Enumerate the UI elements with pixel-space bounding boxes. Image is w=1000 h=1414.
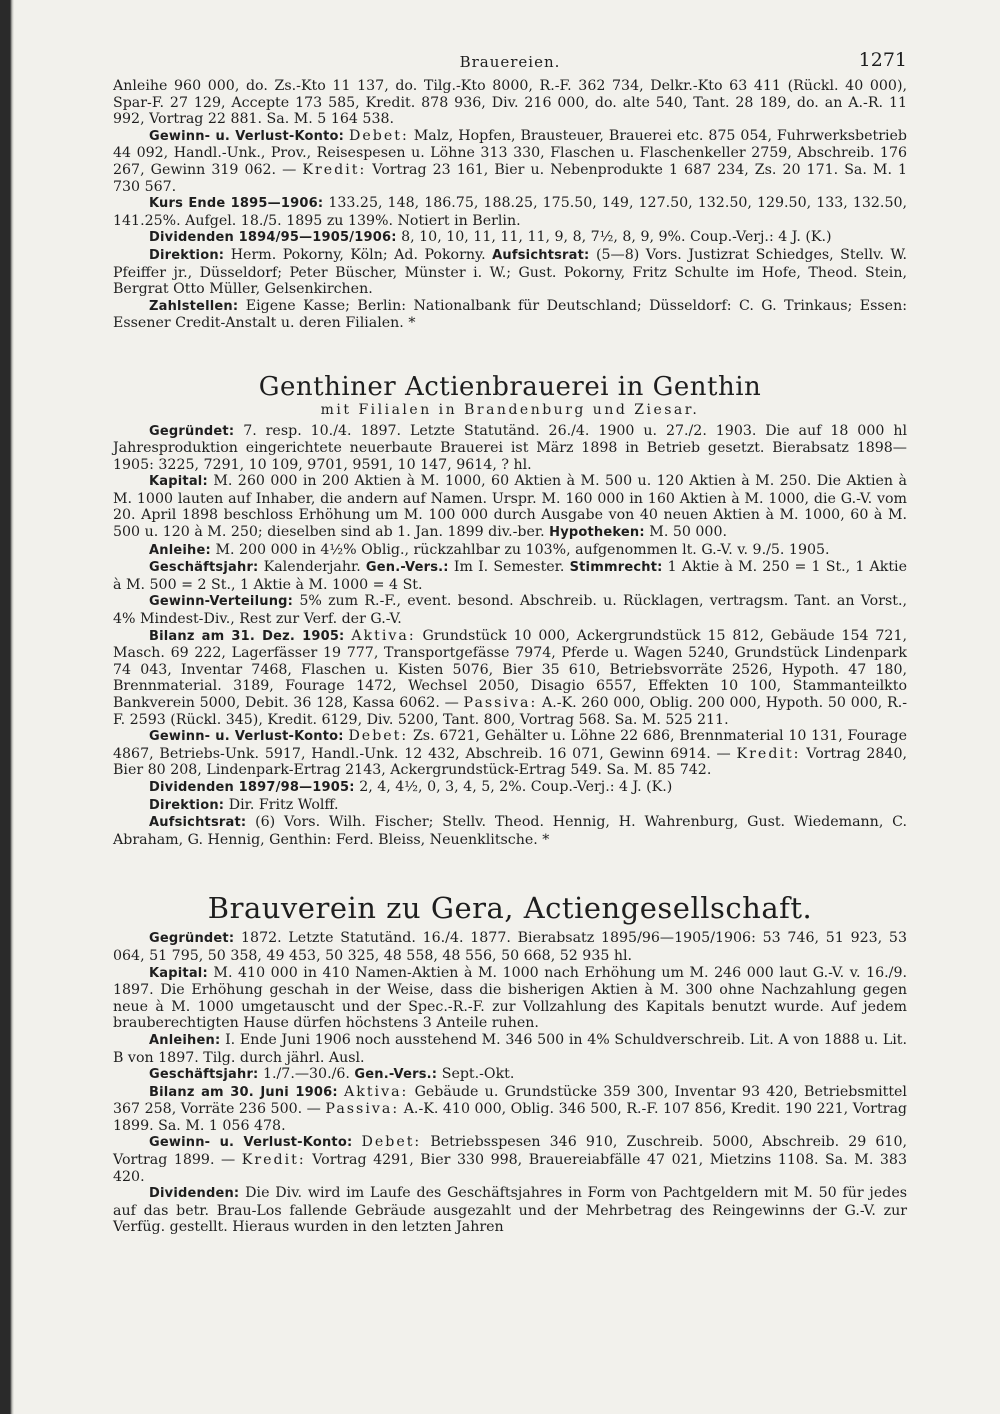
scan-edge (0, 0, 14, 1414)
gera-geschaeftsjahr: Geschäftsjahr: 1./7.—30./6. Gen.-Vers.: Sept.-Okt. (149, 1066, 515, 1083)
genthin-anleihe: Anleihe: M. 200 000 in 4½% Oblig., rückzahlbar zu 103%, aufgenommen lt. G.-V. v. 9./5. 1905. (149, 541, 830, 558)
gera-anleihen: Anleihen: I. Ende Juni 1906 noch ausstehend M. 346 500 in 4% Schuldverschreib. Lit. A von 1888 u. Lit. B von 1897. Tilg. durch jährl. Ausl. (113, 1031, 907, 1066)
genthin-direktion: Direktion: Dir. Fritz Wolff. (149, 796, 339, 813)
prev-direktion: Direktion: Herm. Pokorny, Köln; Ad. Pokorny. Aufsichtsrat: (5—8) Vors. Justizrat Schiedges, Stellv. W. Pfeiffer jr., Düsseldorf; Peter Büscher, Münster i. W.; Gust. Pokorny, Fritz Schulte im Hofe, Theod. Stein, Bergrat Otto Müller, Gelsenkirchen. (113, 246, 907, 298)
genthin-bilanz: Bilanz am 31. Dez. 1905: Aktiva: Grundstück 10 000, Ackergrundstück 15 812, Gebäude 154 721, Masch. 69 222, Lagerfässer 19 777, Transportgefässe 7974, Pferde u. Wagen 5240, Grundstück Lindenpark 74 043, Inventar 7468, Flaschen u. Kisten 5076, Bier 35 610, Betriebsvorräte 2526, Hypoth. 47 180, Brennmaterial. 3189, Fourage 1472, Wechsel 2050, Disagio 6557, Effekten 10 100, Stammanteilkto Bankverein 5000, Debit. 36 128, Kassa 6062. — Passiva: A.-K. 260 000, Oblig. 200 000, Hypoth. 50 000, R.-F. 2593 (Rückl. 345), Kredit. 6129, Div. 5200, Tant. 800, Vortrag 568. Sa. M. 525 211. (113, 627, 908, 728)
prev-bilanz-continuation: Anleihe 960 000, do. Zs.-Kto 11 137, do. Tilg.-Kto 8000, R.-F. 362 734, Delkr.-Kto 63 411 (Rückl. 40 000), Spar-F. 27 129, Accepte 173 585, Kredit. 878 936, Div. 216 000, do. alte 540, Tant. 28 189, do. an A.-R. 11 992, Vortrag 22 881. Sa. M. 5 164 538. (113, 78, 907, 128)
prev-gewinn-verlust: Gewinn- u. Verlust-Konto: Debet: Malz, Hopfen, Brausteuer, Brauerei etc. 875 054, Fuhrwerksbetrieb 44 092, Handl.-Unk., Prov., Reisespesen u. Löhne 313 330, Flaschen u. Flaschenkeller 2759, Abschreib. 176 267, Gewinn 319 062. — Kredit: Vortrag 23 161, Bier u. Nebenprodukte 1 687 234, Zs. 20 171. Sa. M. 1 730 567. (113, 127, 908, 195)
gera-kapital: Kapital: M. 410 000 in 410 Namen-Aktien à M. 1000 nach Erhöhung um M. 246 000 laut G.-V. v. 16./9. 1897. Die Erhöhung geschah in der Weise, dass die bisherigen Aktien à M. 300 ohne Nachzahlung gegen neue à M. 1000 umgetauscht und der Spec.-R.-F. zur Vollzahlung des Kapitals benutzt wurde. Auf jedem brauberechtigten Hause dürfen höchstens 3 Anteile ruhen. (113, 964, 907, 1032)
genthin-gegruendet: Gegründet: 7. resp. 10./4. 1897. Letzte Statutänd. 26./4. 1900 u. 27./2. 1903. Die auf 18 000 hl Jahresproduktion eingerichtete neuerbaute Brauerei ist März 1898 in Betrieb gesetzt. Bierabsatz 1898—1905: 3225, 7291, 10 109, 9701, 9591, 10 147, 9614, ? hl. (113, 422, 907, 473)
gera-bilanz: Bilanz am 30. Juni 1906: Aktiva: Gebäude u. Grundstücke 359 300, Inventar 93 420, Betriebsmittel 367 258, Vorräte 236 500. — Passiva: A.-K. 410 000, Oblig. 346 500, R.-F. 107 856, Kredit. 190 221, Vortrag 1899. Sa. M. 1 056 478. (113, 1083, 907, 1134)
gera-dividenden: Dividenden: Die Div. wird im Laufe des Geschäftsjahres in Form von Pachtgeldern mit M. 50 für jedes auf das betr. Brau-Los fallende Gebräude ausgezahlt und der Mehrbetrag des Reingewinns der G.-V. zur Verfüg. gestellt. Hieraus wurden in den letzten Jahren (113, 1185, 907, 1236)
running-head (113, 50, 907, 78)
genthin-geschaeftsjahr: Geschäftsjahr: Kalenderjahr. Gen.-Vers.: Im I. Semester. Stimmrecht: 1 Aktie à M. 250 = 1 St., 1 Aktie à M. 500 = 2 St., 1 Aktie à M. 1000 = 4 St. (113, 559, 907, 593)
gera-gegruendet: Gegründet: 1872. Letzte Statutänd. 16./4. 1877. Bierabsatz 1895/96—1905/1906: 53 746, 51 923, 53 064, 51 795, 50 358, 49 453, 50 325, 48 558, 48 556, 50 668, 52 935 hl. (113, 930, 907, 964)
genthin-gewinn-verlust: Gewinn- u. Verlust-Konto: Debet: Zs. 6721, Gehälter u. Löhne 22 686, Brennmaterial 10 131, Fourage 4867, Betriebs-Unk. 5917, Handl.-Unk. 12 432, Abschreib. 16 071, Gewinn 6914. — Kredit: Vortrag 2840, Bier 80 208, Lindenpark-Ertrag 2143, Ackergrundstück-Ertrag 549. Sa. M. 85 742. (113, 728, 907, 779)
company-subtitle-genthin: mit Filialen in Brandenburg und Ziesar. (320, 401, 700, 418)
company-title-gera: Brauverein zu Gera, Actiengesellschaft. (207, 891, 813, 926)
company-title-genthin: Genthiner Actienbrauerei in Genthin (258, 371, 762, 402)
genthin-dividenden: Dividenden 1897/98—1905: 2, 4, 4½, 0, 3, 4, 5, 2%. Coup.-Verj.: 4 J. (K.) (149, 778, 673, 795)
page (113, 50, 907, 1236)
prev-kurs: Kurs Ende 1895—1906: 133.25, 148, 186.75, 188.25, 175.50, 149, 127.50, 132.50, 129.50, 133, 132.50, 141.25%. Aufgel. 18./5. 1895 zu 139%. Notiert in Berlin. (113, 195, 908, 229)
gera-gewinn-verlust: Gewinn- u. Verlust-Konto: Debet: Betriebsspesen 346 910, Zuschreib. 5000, Abschreib. 29 610, Vortrag 1899. — Kredit: Vortrag 4291, Bier 330 998, Brauereiabfälle 47 021, Mietzins 1108. Sa. M. 383 420. (113, 1134, 907, 1185)
page-number: 1271 (858, 49, 907, 71)
prev-dividenden: Dividenden 1894/95—1905/1906: 8, 10, 10, 11, 11, 11, 9, 8, 7½, 8, 9, 9%. Coup.-Verj.: 4 J. (K.) (149, 229, 832, 246)
genthin-kapital: Kapital: M. 260 000 in 200 Aktien à M. 1000, 60 Aktien à M. 500 u. 120 Aktien à M. 250. Die Aktien à M. 1000 lauten auf Inhaber, die andern auf Namen. Urspr. M. 160 000 in 160 Aktien à M. 1000, die G.-V. vom 20. April 1898 beschloss Erhöhung um M. 100 000 durch Ausgabe von 40 neuen Aktien à M. 1000, 60 à M. 500 u. 120 à M. 250; dieselben sind ab 1. Jan. 1899 div.-ber. Hypotheken: M. 50 000. (113, 473, 907, 541)
prev-zahlstellen: Zahlstellen: Eigene Kasse; Berlin: Nationalbank für Deutschland; Düsseldorf: C. G. Trinkaus; Essen: Essener Credit-Anstalt u. deren Filialen. * (113, 297, 907, 332)
genthin-aufsichtsrat: Aufsichtsrat: (6) Vors. Wilh. Fischer; Stellv. Theod. Hennig, H. Wahrenburg, Gust. Wiedemann, C. Abraham, G. Hennig, Genthin: Ferd. Bleiss, Neuenklitsche. * (113, 814, 907, 848)
running-title: Brauereien. (459, 53, 561, 71)
genthin-gewinn-verteilung: Gewinn-Verteilung: 5% zum R.-F., event. besond. Abschreib. u. Rücklagen, vertragsm. Tant. an Vorst., 4% Mindest-Div., Rest zur Verf. der G.-V. (113, 593, 908, 628)
